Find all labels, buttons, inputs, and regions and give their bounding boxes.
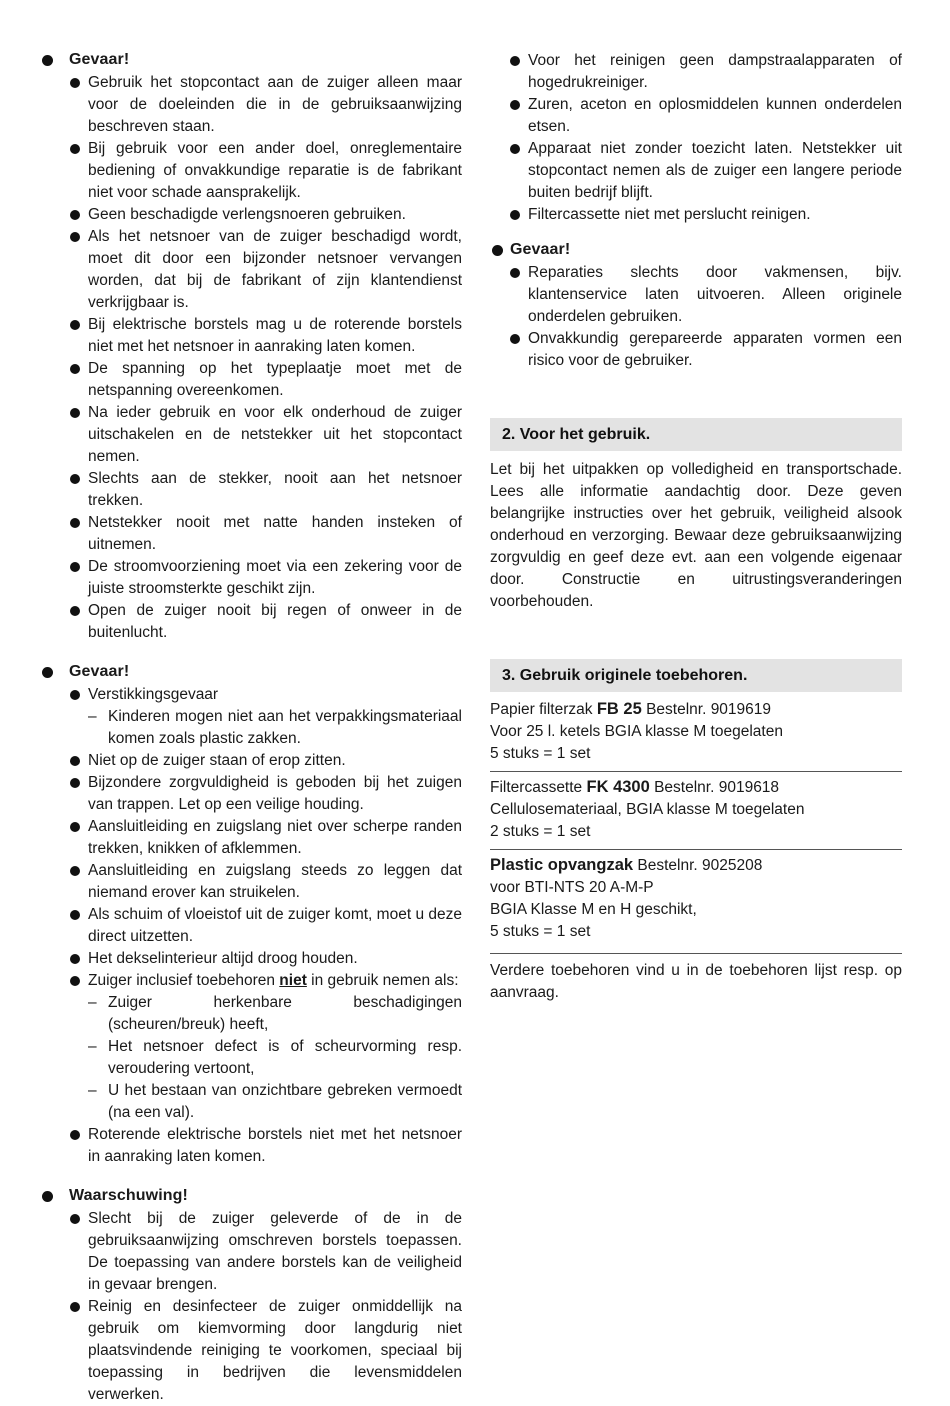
list-item: Bij gebruik voor een ander doel, onreglementaire bediening of onvakkundige reparatie is de fabrikant niet voor schade aansprakelijk. (38, 138, 462, 204)
bullet-icon (70, 976, 80, 986)
bullet-icon (70, 408, 80, 418)
warning-heading: Gevaar! (490, 240, 902, 260)
dash-marker: – (88, 708, 97, 725)
bullet-icon (70, 78, 80, 88)
bullet-icon (70, 954, 80, 964)
warning-heading: Gevaar! (38, 50, 462, 70)
warning-heading: Waarschuwing! (38, 1186, 462, 1206)
bullet-icon (510, 56, 520, 66)
warning-list (38, 1208, 462, 1406)
product-name: Plastic opvangzak (490, 856, 634, 874)
bullet-icon (70, 756, 80, 766)
list-item: Reparaties slechts door vakmensen, bijv. klantenservice laten uitvoeren. Alleen originele onderdelen gebruiken. (490, 262, 902, 328)
list-item: Reinig en desinfecteer de zuiger onmiddellijk na gebruik om kiemvorming door langdurig niet plaatsvindende reiniging te voorkomen, speciaal bij toepassing in bedrijven die levensmiddelen verwerken. (38, 1296, 462, 1406)
left-column (38, 50, 462, 1406)
list-item: Aansluitleiding en zuigslang steeds zo leggen dat niemand erover kan struikelen. (38, 860, 462, 904)
list-item: Onvakkundig gerepareerde apparaten vormen een risico voor de gebruiker. (490, 328, 902, 372)
list-item: Geen beschadigde verlengsnoeren gebruiken. (38, 204, 462, 226)
bullet-icon (70, 232, 80, 242)
dash-item: – Zuiger herkenbare beschadigingen (scheuren/breuk) heeft, (88, 994, 462, 1033)
bullet-icon (70, 1302, 80, 1312)
bullet-icon (70, 144, 80, 154)
list-item: Open de zuiger nooit bij regen of onweer in de buitenlucht. (38, 600, 462, 644)
bullet-icon (70, 320, 80, 330)
dash-item: – Kinderen mogen niet aan het verpakkingsmateriaal komen zoals plastic zakken. (88, 708, 462, 747)
list-item: Apparaat niet zonder toezicht laten. Netstekker uit stopcontact nemen als de zuiger een langere periode buiten bedrijf blijft. (490, 138, 902, 204)
emphasis-text: niet (279, 972, 307, 989)
list-item: Slechts aan de stekker, nooit aan het netsnoer trekken. (38, 468, 462, 512)
warning-list (38, 684, 462, 1168)
accessory-item: Filtercassette FK 4300 Bestelnr. 9019618 Cellulosemateriaal, BGIA klasse M toegelaten 2 stuks = 1 set (490, 778, 805, 840)
list-item: Verstikkingsgevaar (38, 684, 462, 706)
list-item: Netstekker nooit met natte handen insteken of uitnemen. (38, 512, 462, 556)
dash-marker: – (88, 994, 97, 1011)
bullet-icon (70, 210, 80, 220)
list-item: Aansluitleiding en zuigslang niet over scherpe randen trekken, knikken of afklemmen. (38, 816, 462, 860)
list-item: Bij elektrische borstels mag u de roterende borstels niet met het netsnoer in aanraking laten komen. (38, 314, 462, 358)
bullet-icon (70, 690, 80, 700)
list-item: Gebruik het stopcontact aan de zuiger alleen maar voor de doeleinden die in de gebruiksaanwijzing beschreven staan. (38, 72, 462, 138)
section-heading: 3. Gebruik originele toebehoren. (490, 659, 902, 692)
list-item: Niet op de zuiger staan of erop zitten. (38, 750, 462, 772)
accessory-item: Papier filterzak FB 25 Bestelnr. 9019619 Voor 25 l. ketels BGIA klasse M toegelaten 5 stuks = 1 set (490, 700, 783, 762)
bullet-icon (492, 245, 503, 256)
section-text: Let bij het uitpakken op volledigheid en transportschade. Lees alle informatie aandachtig door. Deze geven belangrijke instructies over het gebruik, veiligheid alsook onderhoud en verzorging. Bewaar deze gebruiksaanwijzing zorgvuldig en geef deze evt. aan een volgende eigenaar door. Constructie en uitrustingsveranderingen voorbehouden. (490, 461, 902, 610)
bullet-icon (510, 268, 520, 278)
bullet-icon (70, 474, 80, 484)
list-item: De spanning op het typeplaatje moet met de netspanning overeenkomen. (38, 358, 462, 402)
list-item: Voor het reinigen geen dampstraalapparaten of hogedrukreiniger. (490, 50, 902, 94)
bullet-icon (70, 778, 80, 788)
list-item: Als het netsnoer van de zuiger beschadigd wordt, moet dit door een bijzonder netsnoer vervangen worden, dat bij de fabrikant of zijn klantendienst verkrijgbaar is. (38, 226, 462, 314)
bullet-icon (70, 606, 80, 616)
list-item: Slecht bij de zuiger geleverde of de in de gebruiksaanwijzing omschreven borstels toepassen. De toepassing van andere borstels kan de veiligheid in gevaar brengen. (38, 1208, 462, 1296)
bullet-icon (70, 364, 80, 374)
warning-list (490, 50, 902, 226)
list-item: Na ieder gebruik en voor elk onderhoud de zuiger uitschakelen en de netstekker uit het stopcontact nemen. (38, 402, 462, 468)
list-item: Filtercassette niet met perslucht reinigen. (490, 204, 902, 226)
list-item: De stroomvoorziening moet via een zekering voor de juiste stroomsterkte geschikt zijn. (38, 556, 462, 600)
right-column (490, 50, 902, 1004)
dash-item: – U het bestaan van onzichtbare gebreken vermoedt (na een val). (88, 1082, 462, 1121)
footer-note: Verdere toebehoren vind u in de toebehoren lijst resp. op aanvraag. (490, 962, 902, 1001)
bullet-icon (70, 910, 80, 920)
dash-marker: – (88, 1038, 97, 1055)
bullet-icon (510, 100, 520, 110)
list-item: Als schuim of vloeistof uit de zuiger komt, moet u deze direct uitzetten. (38, 904, 462, 948)
product-code: FB 25 (596, 700, 642, 718)
bullet-icon (70, 562, 80, 572)
warning-list (490, 262, 902, 372)
bullet-icon (510, 144, 520, 154)
section-heading: 2. Voor het gebruik. (490, 418, 902, 451)
bullet-icon (70, 518, 80, 528)
dash-marker: – (88, 1082, 97, 1099)
list-item: Zuren, aceton en oplosmiddelen kunnen onderdelen etsen. (490, 94, 902, 138)
bullet-icon (42, 667, 53, 678)
bullet-icon (510, 210, 520, 220)
warning-list (38, 72, 462, 644)
bullet-icon (70, 1214, 80, 1224)
list-item: Zuiger inclusief toebehoren niet in gebruik nemen als: (38, 970, 462, 992)
bullet-icon (70, 1130, 80, 1140)
list-item: Bijzondere zorgvuldigheid is geboden bij het zuigen van trappen. Let op een veilige houding. (38, 772, 462, 816)
list-item: Het dekselinterieur altijd droog houden. (38, 948, 462, 970)
list-item: Roterende elektrische borstels niet met het netsnoer in aanraking laten komen. (38, 1124, 462, 1168)
bullet-icon (70, 866, 80, 876)
dash-item: – Het netsnoer defect is of scheurvorming resp. veroudering vertoont, (88, 1038, 462, 1077)
bullet-icon (42, 1191, 53, 1202)
product-code: FK 4300 (586, 778, 650, 796)
bullet-icon (510, 334, 520, 344)
bullet-icon (70, 822, 80, 832)
bullet-icon (42, 55, 53, 66)
warning-heading: Gevaar! (38, 662, 462, 682)
accessory-item: Plastic opvangzak Bestelnr. 9025208 voor BTI-NTS 20 A-M-P BGIA Klasse M en H geschikt, 5 stuks = 1 set (490, 856, 763, 940)
